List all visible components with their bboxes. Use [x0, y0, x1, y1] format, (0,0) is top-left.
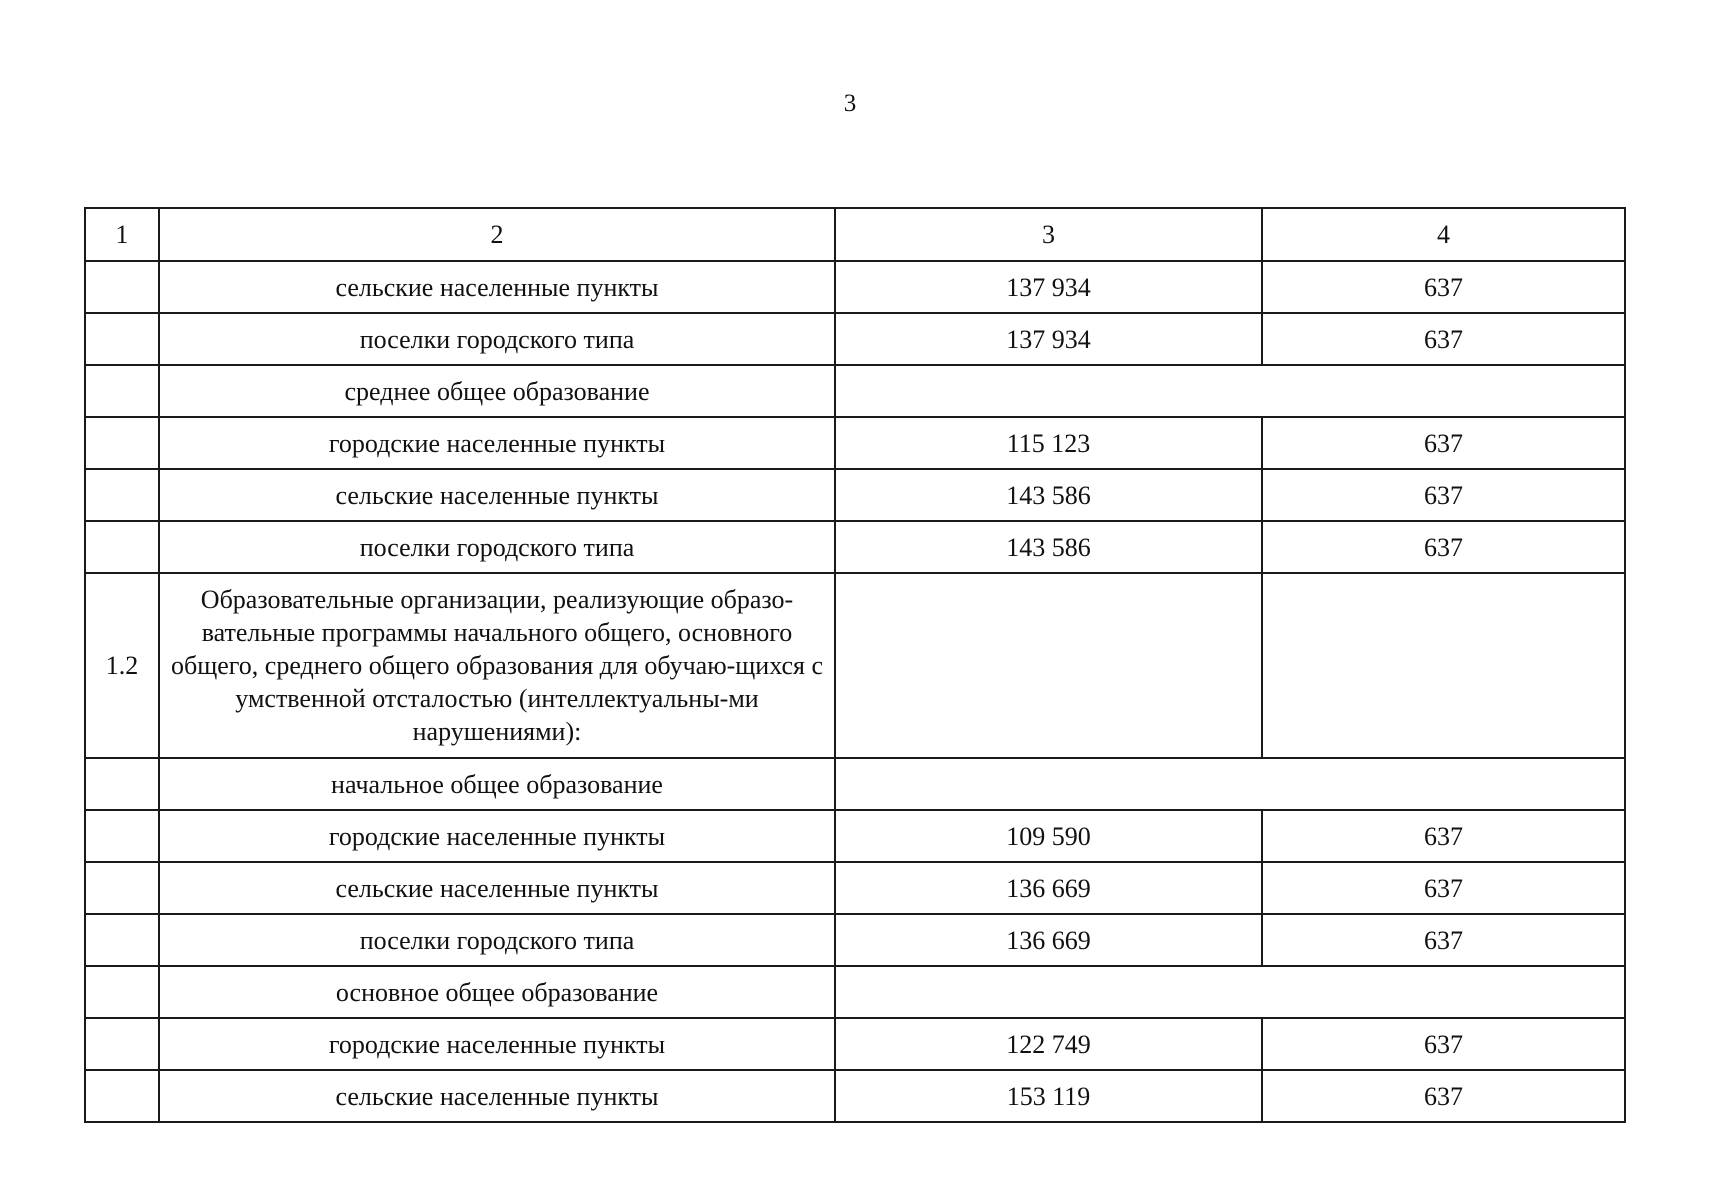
row-label-cell: поселки городского типа: [159, 313, 835, 365]
table-row: [85, 417, 1625, 469]
row-value-cell: 109 590: [835, 810, 1262, 862]
table-row: [85, 313, 1625, 365]
row-label-cell: городские населенные пункты: [159, 417, 835, 469]
row-value-cell: [1262, 573, 1625, 758]
table-section-row: [85, 365, 1625, 417]
row-label-cell: сельские населенные пункты: [159, 1070, 835, 1122]
merged-empty-cell: [835, 758, 1625, 810]
row-value-cell: 637: [1262, 914, 1625, 966]
table-row: [85, 521, 1625, 573]
row-value-cell: 637: [1262, 469, 1625, 521]
row-label-cell: сельские населенные пункты: [159, 469, 835, 521]
row-value-cell: 143 586: [835, 469, 1262, 521]
group-description-cell: Образовательные организации, реализующие образо-вательные программы начального общего, основного общего, среднего общего образования для обучаю-щихся с умственной отсталостью (интеллектуальны-ми нарушениями):: [159, 573, 835, 758]
row-value-cell: 137 934: [835, 313, 1262, 365]
header-cell: 4: [1262, 208, 1625, 261]
row-number-cell: [85, 313, 159, 365]
table-row: [85, 261, 1625, 313]
row-value-cell: 637: [1262, 417, 1625, 469]
row-number-cell: [85, 914, 159, 966]
row-number-cell: [85, 1070, 159, 1122]
table-row: [85, 810, 1625, 862]
table-row: [85, 1018, 1625, 1070]
table-header-row: [85, 208, 1625, 261]
section-label-cell: основное общее образование: [159, 966, 835, 1018]
row-number-cell: [85, 966, 159, 1018]
page-number: 3: [843, 90, 857, 117]
row-label-cell: поселки городского типа: [159, 521, 835, 573]
row-label-cell: городские населенные пункты: [159, 810, 835, 862]
header-cell: 2: [159, 208, 835, 261]
row-number-cell: [85, 521, 159, 573]
section-label-cell: начальное общее образование: [159, 758, 835, 810]
row-number-cell: [85, 417, 159, 469]
row-number-cell: [85, 469, 159, 521]
table-section-row: [85, 758, 1625, 810]
data-table: [84, 207, 1626, 1123]
row-value-cell: 637: [1262, 261, 1625, 313]
row-number-cell: [85, 261, 159, 313]
table-row: [85, 862, 1625, 914]
section-label-cell: среднее общее образование: [159, 365, 835, 417]
merged-empty-cell: [835, 966, 1625, 1018]
row-value-cell: 637: [1262, 1018, 1625, 1070]
row-label-cell: сельские населенные пункты: [159, 261, 835, 313]
header-cell: 1: [85, 208, 159, 261]
row-number-cell: [85, 1018, 159, 1070]
row-value-cell: 637: [1262, 1070, 1625, 1122]
table-group-row: [85, 573, 1625, 758]
row-value-cell: [835, 573, 1262, 758]
row-value-cell: 137 934: [835, 261, 1262, 313]
row-value-cell: 637: [1262, 521, 1625, 573]
row-value-cell: 115 123: [835, 417, 1262, 469]
row-number-cell: [85, 810, 159, 862]
row-value-cell: 637: [1262, 313, 1625, 365]
row-value-cell: 136 669: [835, 862, 1262, 914]
row-label-cell: поселки городского типа: [159, 914, 835, 966]
row-value-cell: 153 119: [835, 1070, 1262, 1122]
row-number-cell: [85, 862, 159, 914]
row-number-cell: 1.2: [85, 573, 159, 758]
header-cell: 3: [835, 208, 1262, 261]
row-number-cell: [85, 365, 159, 417]
row-value-cell: 637: [1262, 862, 1625, 914]
row-value-cell: 143 586: [835, 521, 1262, 573]
row-label-cell: городские населенные пункты: [159, 1018, 835, 1070]
row-value-cell: 122 749: [835, 1018, 1262, 1070]
table-section-row: [85, 966, 1625, 1018]
table-row: [85, 914, 1625, 966]
merged-empty-cell: [835, 365, 1625, 417]
row-label-cell: сельские населенные пункты: [159, 862, 835, 914]
row-value-cell: 637: [1262, 810, 1625, 862]
row-number-cell: [85, 758, 159, 810]
row-value-cell: 136 669: [835, 914, 1262, 966]
table-row: [85, 1070, 1625, 1122]
table-row: [85, 469, 1625, 521]
